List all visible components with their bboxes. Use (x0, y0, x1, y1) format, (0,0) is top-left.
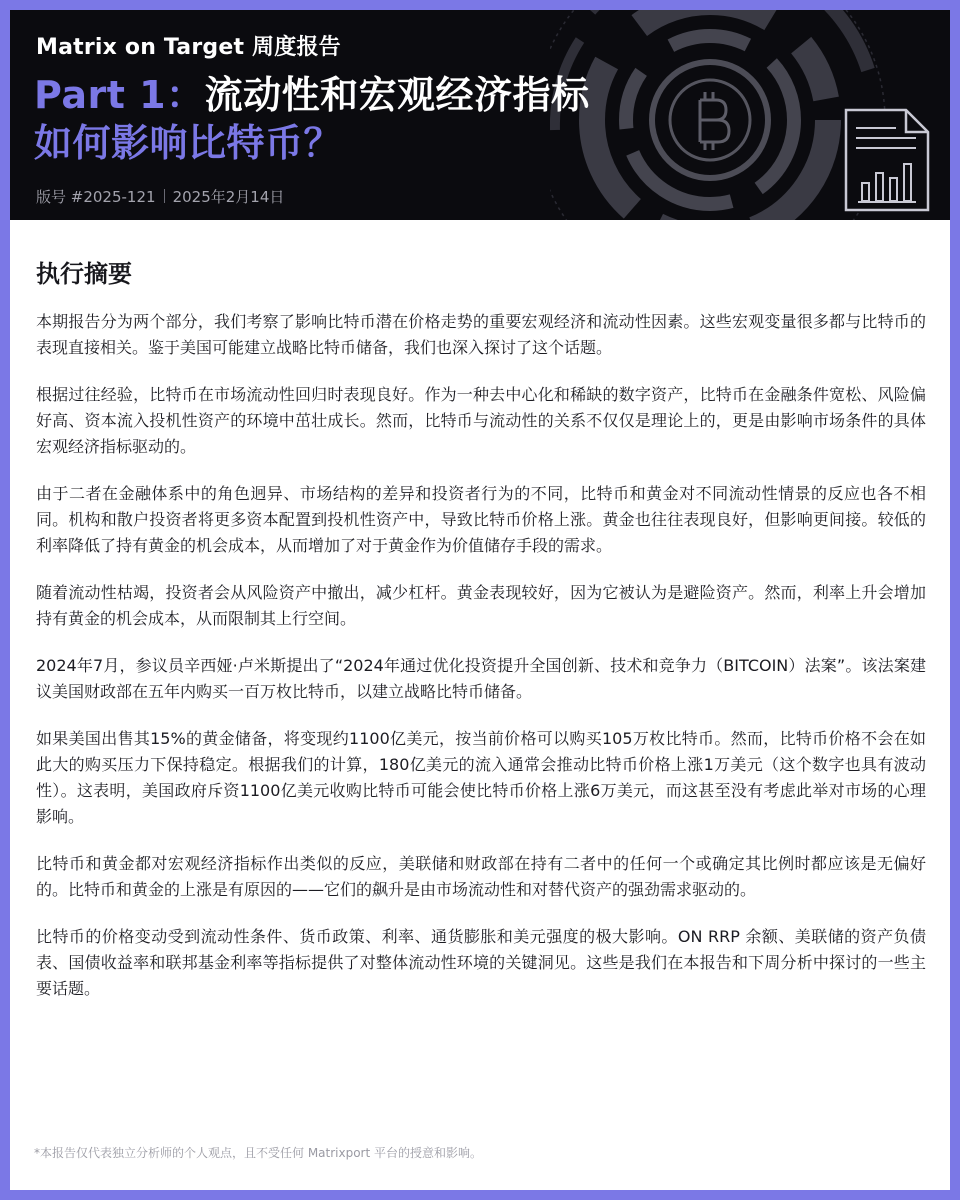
executive-summary (36, 254, 926, 1023)
disclaimer-footnote: *本报告仅代表独立分析师的个人观点，且不受任何 Matrixport 平台的授意和影响。 (34, 1146, 483, 1160)
section-heading: 执行摘要 (36, 260, 132, 288)
edition-meta (36, 186, 284, 207)
title-part-label: Part 1： (34, 73, 205, 117)
summary-paragraph: 比特币的价格变动受到流动性条件、货币政策、利率、通货膨胀和美元强度的极大影响。ON RRP 余额、美联储的资产负债表、国债收益率和联邦基金利率等指标提供了对整体流动性环境的关键洞见。这些是我们在本报告和下周分析中探讨的一些主要话题。 (36, 927, 926, 998)
bitcoin-icon (700, 92, 729, 150)
summary-paragraph: 2024年7月，参议员辛西娅·卢米斯提出了“2024年通过优化投资提升全国创新、技术和竞争力（BITCOIN）法案”。该法案建议美国财政部在五年内购买一百万枚比特币，以建立战略比特币储备。 (36, 656, 926, 701)
summary-paragraph: 比特币和黄金都对宏观经济指标作出类似的反应，美联储和财政部在持有二者中的任何一个或确定其比例时都应该是无偏好的。比特币和黄金的上涨是有原因的——它们的飙升是由市场流动性和对替代资产的强劲需求驱动的。 (36, 854, 926, 899)
title-main: 流动性和宏观经济指标 (204, 73, 590, 117)
meta-divider (164, 189, 165, 203)
report-header (10, 10, 950, 220)
report-date: 2025年2月14日 (172, 188, 285, 206)
brand-title: Matrix on Target 周度报告 (36, 35, 341, 60)
summary-paragraph: 如果美国出售其15%的黄金储备，将变现约1100亿美元，按当前价格可以购买105万枚比特币。然而，比特币价格不会在如此大的购买压力下保持稳定。根据我们的计算，180亿美元的流入通常会推动比特币价格上涨1万美元（这个数字也具有波动性）。这表明，美国政府斥资1100亿美元收购比特币可能会使比特币价格上涨6万美元，而这甚至没有考虑此举对市场的心理影响。 (36, 729, 926, 826)
summary-paragraph: 本期报告分为两个部分，我们考察了影响比特币潜在价格走势的重要宏观经济和流动性因素。这些宏观变量很多都与比特币的表现直接相关。鉴于美国可能建立战略比特币储备，我们也深入探讨了这个话题。 (36, 312, 926, 357)
report-title (34, 72, 590, 118)
summary-paragraph: 随着流动性枯竭，投资者会从风险资产中撤出，减少杠杆。黄金表现较好，因为它被认为是避险资产。然而，利率上升会增加持有黄金的机会成本，从而限制其上行空间。 (36, 583, 926, 628)
report-subtitle: 如何影响比特币？ (34, 121, 343, 165)
summary-paragraph: 由于二者在金融体系中的角色迥异、市场结构的差异和投资者行为的不同，比特币和黄金对不同流动性情景的反应也各不相同。机构和散户投资者将更多资本配置到投机性资产中，导致比特币价格上涨。黄金也往往表现良好，但影响更间接。较低的利率降低了持有黄金的机会成本，从而增加了对于黄金作为价值储存手段的需求。 (36, 484, 926, 555)
summary-paragraph: 根据过往经验，比特币在市场流动性回归时表现良好。作为一种去中心化和稀缺的数字资产，比特币在金融条件宽松、风险偏好高、资本流入投机性资产的环境中茁壮成长。然而，比特币与流动性的关系不仅仅是理论上的，更是由影响市场条件的具体宏观经济指标驱动的。 (36, 385, 926, 456)
edition-number: 版号 #2025-121 (36, 188, 156, 206)
bitcoin-rings-decoration (550, 10, 950, 220)
report-page (10, 10, 950, 1190)
report-chart-icon (846, 110, 928, 210)
